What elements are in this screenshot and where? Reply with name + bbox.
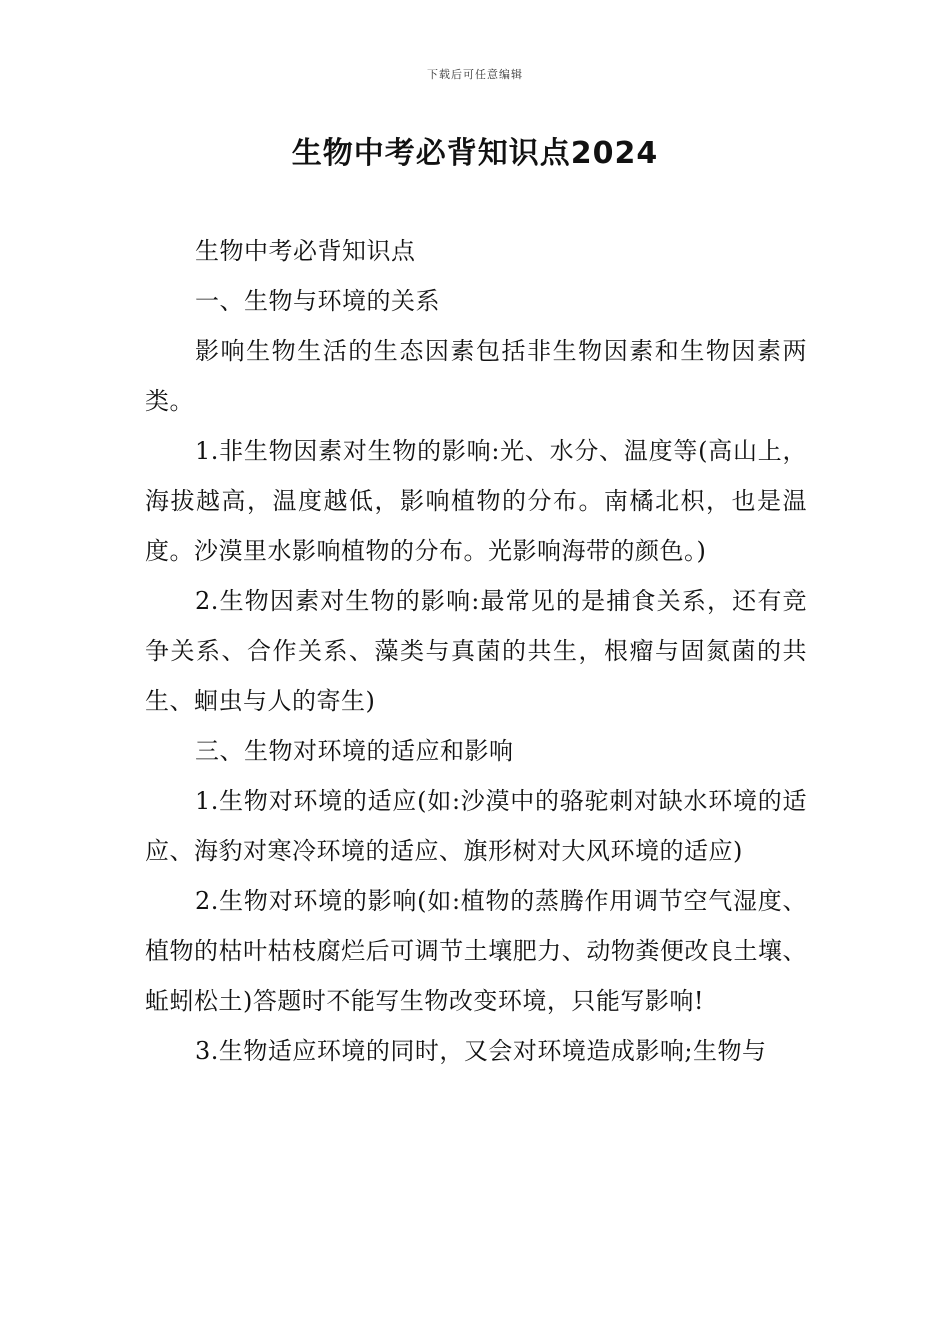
paragraph-subtitle: 生物中考必背知识点 xyxy=(195,237,416,265)
paragraph: 1.非生物因素对生物的影响:光、水分、温度等(高山上，海拔越高，温度越低，影响植物的分布。南橘北枳，也是温度。沙漠里水影响植物的分布。光影响海带的颜色。) xyxy=(145,437,807,565)
paragraph: 3.生物适应环境的同时，又会对环境造成影响;生物与 xyxy=(195,1037,767,1065)
section-heading-1: 一、生物与环境的关系 xyxy=(195,287,440,315)
paragraph: 2.生物对环境的影响(如:植物的蒸腾作用调节空气湿度、植物的枯叶枯枝腐烂后可调节土壤肥力、动物粪便改良土壤、蚯蚓松土)答题时不能写生物改变环境，只能写影响! xyxy=(145,887,807,1015)
document-title: 生物中考必背知识点2024 xyxy=(291,136,659,171)
paragraph: 影响生物生活的生态因素包括非生物因素和生物因素两类。 xyxy=(145,337,807,415)
paragraph: 2.生物因素对生物的影响:最常见的是捕食关系，还有竞争关系、合作关系、藻类与真菌的共生，根瘤与固氮菌的共生、蛔虫与人的寄生) xyxy=(145,587,807,715)
header-note: 下载后可任意编辑 xyxy=(427,68,523,81)
section-heading-3: 三、生物对环境的适应和影响 xyxy=(195,737,514,765)
document-body xyxy=(145,226,807,1076)
paragraph: 1.生物对环境的适应(如:沙漠中的骆驼刺对缺水环境的适应、海豹对寒冷环境的适应、旗形树对大风环境的适应) xyxy=(145,787,807,865)
